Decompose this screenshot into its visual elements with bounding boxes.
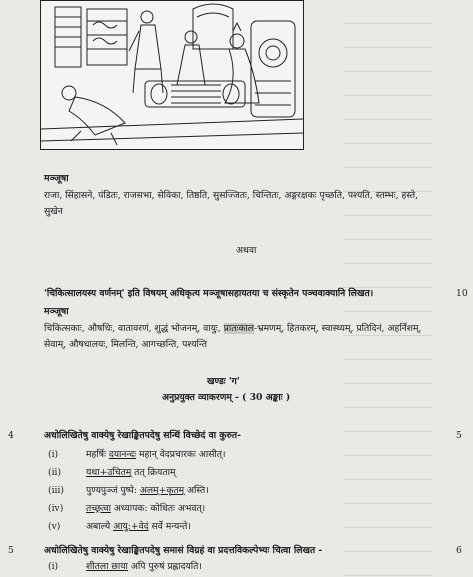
essay-manjusha-label: मञ्जूषा (44, 306, 69, 317)
manjusha-words-line2: सुखेन (44, 206, 63, 217)
essay-question-marks: 10 (456, 288, 468, 299)
section-heading: खण्डः 'ग' (207, 376, 240, 387)
q4-text: अधोलिखितेषु वाक्येषु रेखाङ्कितपदेषु सन्धिं विच्छेदं वा कुरुत- (44, 430, 241, 441)
q4-item-post: सर्वे मन्यन्ते। (148, 521, 191, 532)
q5-marks: 6 (456, 545, 462, 556)
q5-item-post: अपि पुरुषं प्रह्लादयति। (127, 561, 202, 572)
q4-item-number: (iv) (48, 503, 64, 514)
q4-item-number: (v) (48, 521, 61, 532)
court-scene-drawing (41, 1, 303, 149)
q5-text: अधोलिखितेषु वाक्येषु रेखाङ्कितपदेषु समासं विग्रहं वा प्रदत्तविकल्पेभ्यः चित्वा लिखत - (44, 545, 323, 556)
essay-words-part-a: चिकित्सकाः, औषधिः, वातावरणं, शुद्धं भोजनम्, वायुः, (44, 323, 224, 334)
q4-number: 4 (8, 430, 14, 441)
q4-item-pre: महर्षिः (86, 449, 109, 460)
q4-item-post: अस्ति। (184, 485, 209, 496)
q4-item-pre: पुण्यपुञ्जं पुष्पे: (86, 485, 140, 496)
essay-manjusha-line2: सेवाम्, औषधालयः, मिलन्ति, आगच्छन्ति, पश्यन्ति (44, 339, 207, 350)
q4-item-text (86, 503, 205, 515)
essay-words-highlight: प्रातःकाल (223, 323, 254, 334)
q5-item-number: (i) (48, 561, 59, 572)
essay-manjusha-line1 (44, 323, 421, 335)
q4-item-text (86, 485, 209, 497)
q5-item-text (86, 561, 202, 573)
q4-item-underlined: अलम्+कृतम् (139, 485, 185, 496)
athava-separator: अथवा (236, 245, 257, 256)
q4-item-post: अध्यापक: कोधितः अभवत्। (110, 503, 206, 514)
q4-item-underlined: आयु:+वेदं (113, 521, 149, 532)
q5-number: 5 (8, 545, 14, 556)
section-subheading: अनुप्रयुक्त व्याकरणम् - ( 30 अङ्काः ) (162, 392, 291, 403)
q4-item-number: (ii) (48, 467, 62, 478)
q5-item-underlined: शीतला छाया (86, 561, 128, 572)
q4-item-text (86, 467, 175, 479)
q4-item-number: (i) (48, 449, 59, 460)
q4-item-underlined: दयानन्दः (108, 449, 137, 460)
q4-item-post: महान् वेदप्रचारकः आसीत्। (136, 449, 226, 460)
q4-item-post: तत् क्रियताम् (131, 467, 176, 478)
court-scene-illustration (40, 0, 304, 150)
q4-marks: 5 (456, 430, 462, 441)
q4-item-underlined: तच्छ्रत्वा (86, 503, 111, 514)
q4-item-number: (iii) (48, 485, 64, 496)
q4-item-text (86, 449, 226, 461)
q4-item-text (86, 521, 191, 533)
essay-words-part-b: -भ्रमणम्, हितकरम्, स्वास्थ्यम्, प्रतिदिनं, अहर्निशम्, (254, 323, 422, 334)
q4-item-pre: अबाल्ये (86, 521, 114, 532)
manjusha-label: मञ्जूषा (44, 173, 69, 184)
q4-item-underlined: यथा+उचितम् (86, 467, 132, 478)
essay-question-text: 'चिकित्सालयस्य वर्णनम्' इति विषयम् अधिकृत्य मञ्जूषासहायतया च संस्कृतेन पञ्चवाक्यानि लिखत। (44, 288, 374, 299)
manjusha-words-line1: राजा, सिंहासने, पंडितः, राजसभा, सेविका, तिष्ठति, सुसज्जितः, चिन्तितः, अङ्गरक्षकः पृच्छति, पश्यति, स्तम्भः, हस्ते, (44, 190, 419, 201)
